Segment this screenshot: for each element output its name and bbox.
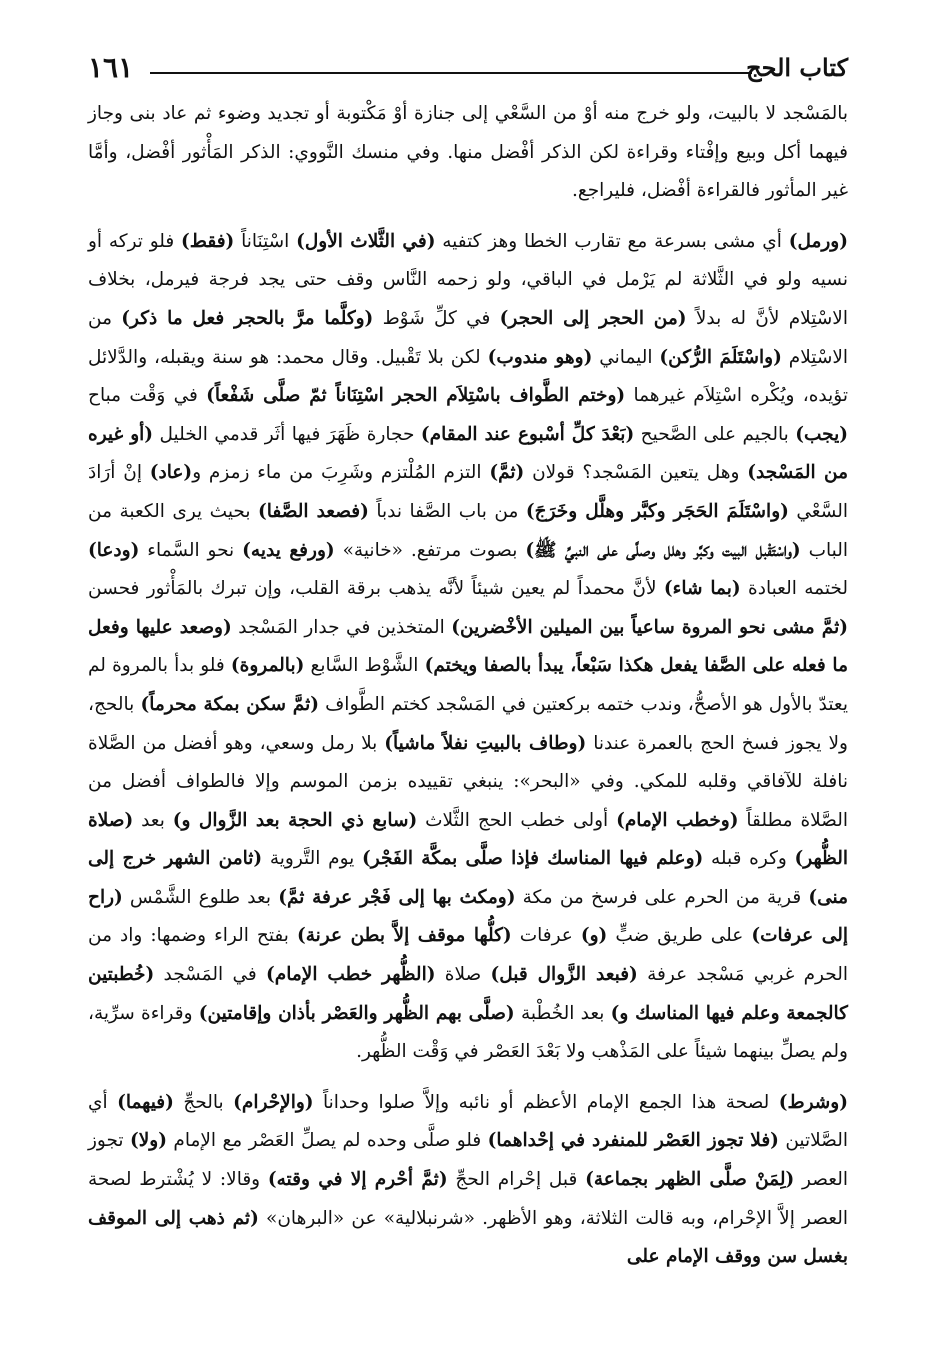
commentary-text: وقالا: لا يُشْترط لصحة العصر إلاَّ الإحْرام، وبه قالت الثلاثة، وهو الأظهر. «شرنبلالية» عن «البرهان» bbox=[88, 1169, 848, 1229]
matn-text: (فلا تجوز العَصْر للمنفرد في إحْداهما) bbox=[487, 1130, 779, 1152]
matn-text: (فبعد الزَّوال قبل) bbox=[490, 964, 638, 986]
matn-text: (والإحْرام) bbox=[233, 1091, 314, 1113]
commentary-text: قبل إحْرام الحجِّ bbox=[447, 1169, 586, 1191]
commentary-text: بلا رمل وسعي، وهو أفضل من الصَّلاة نافلة للآفاقي وقلبه للمكي. وفي «البحر»: ينبغي تقييده بزمن الموسم وإلا فالطواف أفضل من الصَّلاة مطلقاً bbox=[88, 732, 848, 831]
paragraph bbox=[88, 223, 848, 1072]
matn-text: (وهو مندوب) bbox=[487, 346, 593, 368]
matn-text: (كلُّها موقف إلاَّ بطن عرنة) bbox=[296, 925, 512, 947]
matn-text: (ودعا) bbox=[88, 539, 140, 561]
matn-text: (واسْتَلَمَ الحَجَر وكبَّر وهلَّل وخَرَجَ) bbox=[525, 500, 789, 522]
paragraph bbox=[88, 1084, 848, 1277]
matn-text: (فصعد الصَّفا) bbox=[257, 500, 369, 522]
matn-text: (واسْتَلَمَ الرُّكن) bbox=[659, 346, 782, 368]
book-title: كتاب الحج bbox=[746, 53, 848, 82]
commentary-text: وهل يتعين المَسْجد؟ قولان bbox=[524, 462, 748, 484]
matn-text: (ومكث بها إلى فَجْر عرفة ثمَّ) bbox=[278, 886, 516, 908]
commentary-text: على طريق ضبٍّ bbox=[607, 925, 752, 947]
commentary-text: في كلِّ شَوْط bbox=[373, 307, 500, 329]
commentary-text: التزم المُلْتزم وشَرِبَ من ماء زمزم و bbox=[192, 462, 490, 484]
commentary-text: من باب الصَّفا ندباً bbox=[368, 500, 526, 522]
page-header bbox=[88, 48, 848, 88]
commentary-text: من الاسْتِلام bbox=[88, 307, 849, 368]
matn-text: (ثامن الشهر خرج إلى منى) bbox=[88, 848, 848, 908]
matn-text: (في الثَّلاث الأول) bbox=[296, 230, 436, 252]
matn-text: (ثم ذهب إلى الموقف بغسل سن ووقف الإمام على bbox=[88, 1207, 848, 1268]
commentary-text: بالجيم على الصَّحيح bbox=[634, 423, 796, 445]
matn-text: (لِمَنْ صلَّى الظهر بجماعة) bbox=[585, 1169, 795, 1191]
commentary-text: بعد طلوع الشَّمْس bbox=[122, 886, 279, 908]
matn-text: (خُطبتين كالجمعة وعلم فيها المناسك و) bbox=[88, 964, 848, 1024]
commentary-text: تجوز العصر bbox=[88, 1130, 848, 1191]
commentary-text: لصحة هذا الجمع الإمام الأعظم أو نائبه وإلاَّ صلوا وحداناً bbox=[313, 1091, 779, 1113]
commentary-text: أي مشى بسرعة مع تقارب الخطا وهز كتفيه bbox=[435, 230, 789, 252]
page-number: ١٦١ bbox=[88, 51, 134, 84]
commentary-text: أولى خطب الحج الثَّلاث bbox=[417, 809, 617, 831]
commentary-text: فلو تركه أو نسيه ولو في الثَّلاثة لم يَرْمل في الباقي، ولو زحمه النَّاس وقف حتى يجد فرجة فيرمل، بخلاف الاسْتِلام لأنَّ له بدلاً bbox=[88, 230, 848, 329]
matn-text: (عاد) bbox=[149, 462, 193, 484]
header-rule bbox=[150, 72, 752, 74]
commentary-text: لأنَّ محمداً لم يعين شيئاً لأنَّه يذهب برقة القلب، وإن تبرك بالمَأْثور فحسن bbox=[88, 578, 664, 600]
commentary-text: المتخذين في جدار المَسْجد bbox=[231, 616, 452, 638]
commentary-text: وقراءة سرِّية، ولم يصلِّ بينهما شيئاً على المَذْهب ولا بَعْدَ العَصْر في وَقْت الظُّهر. bbox=[88, 1002, 848, 1063]
commentary-text: فلو صلَّى وحده لم يصلِّ العَصْر مع الإمام bbox=[166, 1130, 488, 1152]
commentary-text: أي الصَّلاتين bbox=[88, 1091, 849, 1152]
commentary-text: يوم التَّروية bbox=[262, 848, 362, 870]
matn-text: (وخطب الإمام) bbox=[616, 809, 739, 831]
matn-text: (صلَّى بهم الظُّهر والعَصْر بأذان وإقامتين) bbox=[198, 1002, 515, 1024]
matn-text: (سابع ذي الحجة بعد الزَّوال و) bbox=[172, 809, 418, 831]
body-text bbox=[88, 95, 848, 1277]
commentary-text: لكن بلا تَقْبيل. وقال محمد: هو سنة ويقبله، والدَّلائل تؤيده، ويُكْره اسْتِلاَم غيرهما bbox=[88, 346, 848, 407]
commentary-text: قرية من الحرم على فرسخ من مكة bbox=[515, 886, 809, 908]
commentary-text: اسْتِنَاناً bbox=[234, 230, 297, 252]
matn-text: (ثمَّ سكن بمكة محرماً) bbox=[140, 693, 319, 715]
matn-text: (ثمَّ) bbox=[489, 462, 525, 484]
matn-text: (راح إلى عرفات) bbox=[88, 886, 848, 947]
commentary-text: صلاة bbox=[435, 964, 491, 986]
commentary-text: حجارة ظَهَرَ فيها أثَر قدمي الخليل bbox=[153, 423, 421, 445]
matn-text: (ورفع يديه) bbox=[242, 539, 335, 561]
commentary-text: فلو بدأ بالمروة لم يعتدّ بالأول هو الأصحُّ، وندب ختمه بركعتين في المَسْجد كختم الطَّواف bbox=[88, 655, 848, 715]
commentary-text: لختمه العبادة bbox=[740, 578, 849, 600]
matn-text: (وطاف بالبيتِ نفلاً ماشياً) bbox=[384, 732, 587, 754]
commentary-text: بصوت مرتفع. «خانية» bbox=[334, 539, 526, 561]
matn-text: (أو غيره من المَسْجد) bbox=[88, 423, 848, 484]
commentary-text: اليماني bbox=[592, 346, 660, 368]
matn-text: (و) bbox=[580, 925, 608, 947]
paragraph bbox=[88, 95, 848, 211]
matn-text: (واسْتَقْبل البيت وكبَّر وهلل وصلَّى على النبيِّ ﷺ) bbox=[525, 539, 801, 561]
matn-text: (وشرط) bbox=[778, 1091, 848, 1113]
commentary-text: وكره قبله bbox=[703, 848, 795, 870]
commentary-text: في وَقْت مباح bbox=[88, 385, 207, 407]
commentary-text: بالحج، ولا يجوز فسخ الحج بالعمرة عندنا bbox=[88, 693, 848, 754]
matn-text: (ثمَّ مشى نحو المروة ساعياً بين الميلين الأخْضرين) bbox=[451, 616, 848, 638]
matn-text: (بَعْدَ كلِّ أسْبوع عند المقام) bbox=[420, 423, 635, 445]
matn-text: (فيهما) bbox=[117, 1091, 174, 1113]
matn-text: (من الحجر إلى الحجر) bbox=[499, 307, 687, 329]
matn-text: (ورمل) bbox=[788, 230, 848, 252]
matn-text: (ولا) bbox=[129, 1130, 167, 1152]
matn-text: (وعلم فيها المناسك فإذا صلَّى بمكَّة الفَجْر) bbox=[362, 848, 704, 870]
commentary-text: إنْ أرَادَ السَّعْي bbox=[88, 462, 848, 522]
commentary-text: بعد bbox=[133, 809, 173, 831]
matn-text: (وختم الطَّواف باسْتِلاَم الحجر اسْتِنَاناً ثمّ صلَّى شَفْعاً) bbox=[206, 385, 626, 407]
commentary-text: بحيث يرى الكعبة من الباب bbox=[88, 500, 848, 561]
commentary-text: بفتح الراء وضمها: واد من الحرم غربي مَسْجد عرفة bbox=[88, 925, 848, 986]
commentary-text: في المَسْجد bbox=[154, 964, 267, 986]
matn-text: (الظُّهر خطب الإمام) bbox=[266, 964, 436, 986]
matn-text: (صلاة الظُّهر) bbox=[88, 809, 848, 870]
commentary-text: الشَّوْط السَّابع bbox=[304, 655, 425, 677]
matn-text: (فقط) bbox=[181, 230, 235, 252]
matn-text: (يجب) bbox=[795, 423, 848, 445]
commentary-text: نحو السَّماء bbox=[139, 539, 243, 561]
commentary-text: بالحجِّ bbox=[173, 1091, 234, 1113]
matn-text: (ثمَّ أحْرم إلا في وقته) bbox=[267, 1169, 448, 1191]
matn-text: (بما شاء) bbox=[663, 578, 741, 600]
matn-text: (وكلَّما مرَّ بالحجر فعل ما ذكر) bbox=[121, 307, 374, 329]
commentary-text: بالمَسْجد لا بالبيت، ولو خرج منه أوْ من السَّعْي إلى جنازة أوْ مَكْتوبة أو تجديد وضوء ثم عاد بنى وجاز فيهما أكل وبيع وإفْتاء وقراءة لكن الذكر أفْضل منها. وفي منسك النَّووي: الذكر المَأْثور أفْضل، وأمَّا غير المأثور فالقراءة أفْضل، فليراجع. bbox=[88, 103, 848, 202]
commentary-text: عرفات bbox=[511, 925, 581, 947]
matn-text: (وصعد عليها وفعل ما فعله على الصَّفا يفعل هكذا سَبْعاً، يبدأ بالصفا ويختم) bbox=[88, 616, 848, 677]
commentary-text: بعد الخُطْبة bbox=[514, 1002, 611, 1024]
matn-text: (بالمروة) bbox=[230, 655, 305, 677]
